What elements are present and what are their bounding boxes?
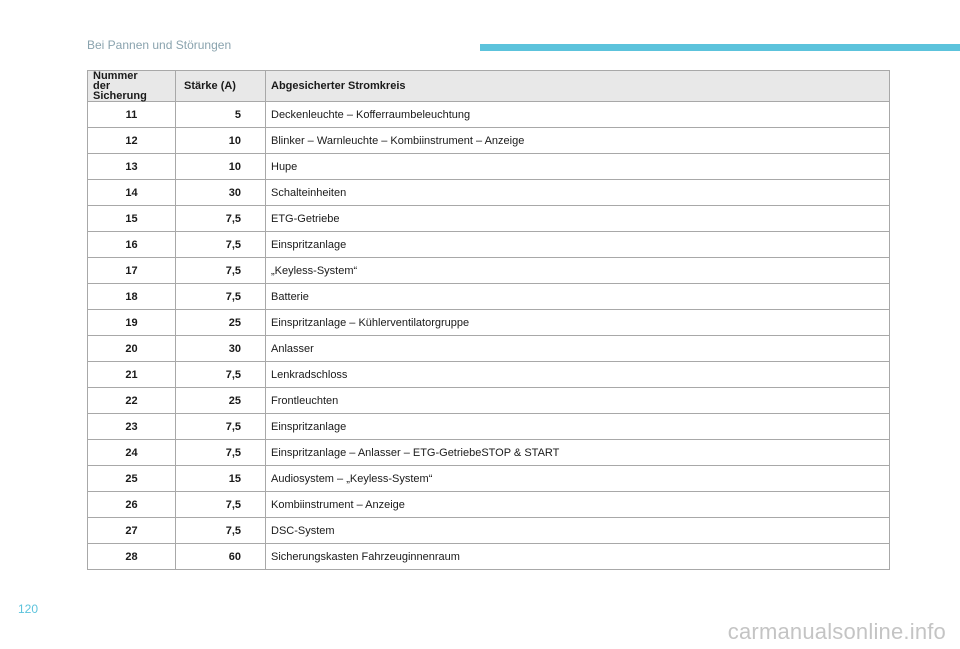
fuse-circuit: Einspritzanlage xyxy=(266,414,890,440)
fuse-amperage: 25 xyxy=(176,310,266,336)
table-row xyxy=(88,258,890,284)
fuse-amperage: 60 xyxy=(176,544,266,570)
table-row xyxy=(88,440,890,466)
fuse-number: 24 xyxy=(88,440,176,466)
fuse-amperage: 30 xyxy=(176,180,266,206)
fuse-circuit: Deckenleuchte – Kofferraumbeleuchtung xyxy=(266,102,890,128)
fuse-amperage: 7,5 xyxy=(176,284,266,310)
table-row xyxy=(88,362,890,388)
header-circuit: Abgesicherter Stromkreis xyxy=(266,71,890,102)
table-row xyxy=(88,154,890,180)
fuse-circuit: Kombiinstrument – Anzeige xyxy=(266,492,890,518)
fuse-number: 22 xyxy=(88,388,176,414)
fuse-amperage: 5 xyxy=(176,102,266,128)
fuse-circuit: Sicherungskasten Fahrzeuginnenraum xyxy=(266,544,890,570)
fuse-number: 18 xyxy=(88,284,176,310)
fuse-amperage: 7,5 xyxy=(176,414,266,440)
fuse-number: 16 xyxy=(88,232,176,258)
fuse-circuit: Frontleuchten xyxy=(266,388,890,414)
fuse-number: 25 xyxy=(88,466,176,492)
fuse-amperage: 30 xyxy=(176,336,266,362)
header-fuse-number: Nummer der Sicherung xyxy=(88,71,176,102)
table-row xyxy=(88,284,890,310)
fuse-circuit: Anlasser xyxy=(266,336,890,362)
fuse-number: 26 xyxy=(88,492,176,518)
fuse-circuit: ETG-Getriebe xyxy=(266,206,890,232)
table-row xyxy=(88,206,890,232)
table-row xyxy=(88,466,890,492)
fuse-number: 28 xyxy=(88,544,176,570)
fuse-amperage: 7,5 xyxy=(176,232,266,258)
fuse-number: 21 xyxy=(88,362,176,388)
table-row xyxy=(88,388,890,414)
fuse-amperage: 7,5 xyxy=(176,258,266,284)
header-amperage: Stärke (A) xyxy=(176,71,266,102)
fuse-circuit: Blinker – Warnleuchte – Kombiinstrument – Anzeige xyxy=(266,128,890,154)
section-title: Bei Pannen und Störungen xyxy=(87,38,232,52)
fuse-amperage: 25 xyxy=(176,388,266,414)
page-number: 120 xyxy=(18,602,39,616)
table-row xyxy=(88,518,890,544)
fuse-amperage: 7,5 xyxy=(176,206,266,232)
fuse-number: 11 xyxy=(88,102,176,128)
fuse-number: 27 xyxy=(88,518,176,544)
table-row xyxy=(88,414,890,440)
table-header-row xyxy=(88,71,890,102)
fuse-circuit: Hupe xyxy=(266,154,890,180)
fuse-table xyxy=(87,70,890,570)
fuse-number: 19 xyxy=(88,310,176,336)
fuse-circuit: Batterie xyxy=(266,284,890,310)
table-row xyxy=(88,544,890,570)
fuse-circuit: Audiosystem – „Keyless-System“ xyxy=(266,466,890,492)
fuse-number: 13 xyxy=(88,154,176,180)
watermark: carmanualsonline.info xyxy=(727,619,946,644)
fuse-number: 17 xyxy=(88,258,176,284)
table-row xyxy=(88,492,890,518)
fuse-number: 14 xyxy=(88,180,176,206)
table-row xyxy=(88,180,890,206)
table-row xyxy=(88,232,890,258)
fuse-number: 15 xyxy=(88,206,176,232)
fuse-amperage: 15 xyxy=(176,466,266,492)
table-row xyxy=(88,310,890,336)
fuse-circuit: DSC-System xyxy=(266,518,890,544)
fuse-circuit: „Keyless-System“ xyxy=(266,258,890,284)
fuse-amperage: 7,5 xyxy=(176,492,266,518)
fuse-amperage: 7,5 xyxy=(176,518,266,544)
fuse-circuit: Einspritzanlage xyxy=(266,232,890,258)
fuse-circuit: Einspritzanlage – Anlasser – ETG-GetriebeSTOP & START xyxy=(266,440,890,466)
fuse-number: 20 xyxy=(88,336,176,362)
fuse-number: 12 xyxy=(88,128,176,154)
fuse-circuit: Lenkradschloss xyxy=(266,362,890,388)
fuse-amperage: 7,5 xyxy=(176,440,266,466)
fuse-amperage: 7,5 xyxy=(176,362,266,388)
fuse-amperage: 10 xyxy=(176,154,266,180)
table-row xyxy=(88,128,890,154)
fuse-circuit: Schalteinheiten xyxy=(266,180,890,206)
table-row xyxy=(88,336,890,362)
accent-bar xyxy=(480,44,960,51)
fuse-amperage: 10 xyxy=(176,128,266,154)
table-row xyxy=(88,102,890,128)
fuse-circuit: Einspritzanlage – Kühlerventilatorgruppe xyxy=(266,310,890,336)
fuse-number: 23 xyxy=(88,414,176,440)
